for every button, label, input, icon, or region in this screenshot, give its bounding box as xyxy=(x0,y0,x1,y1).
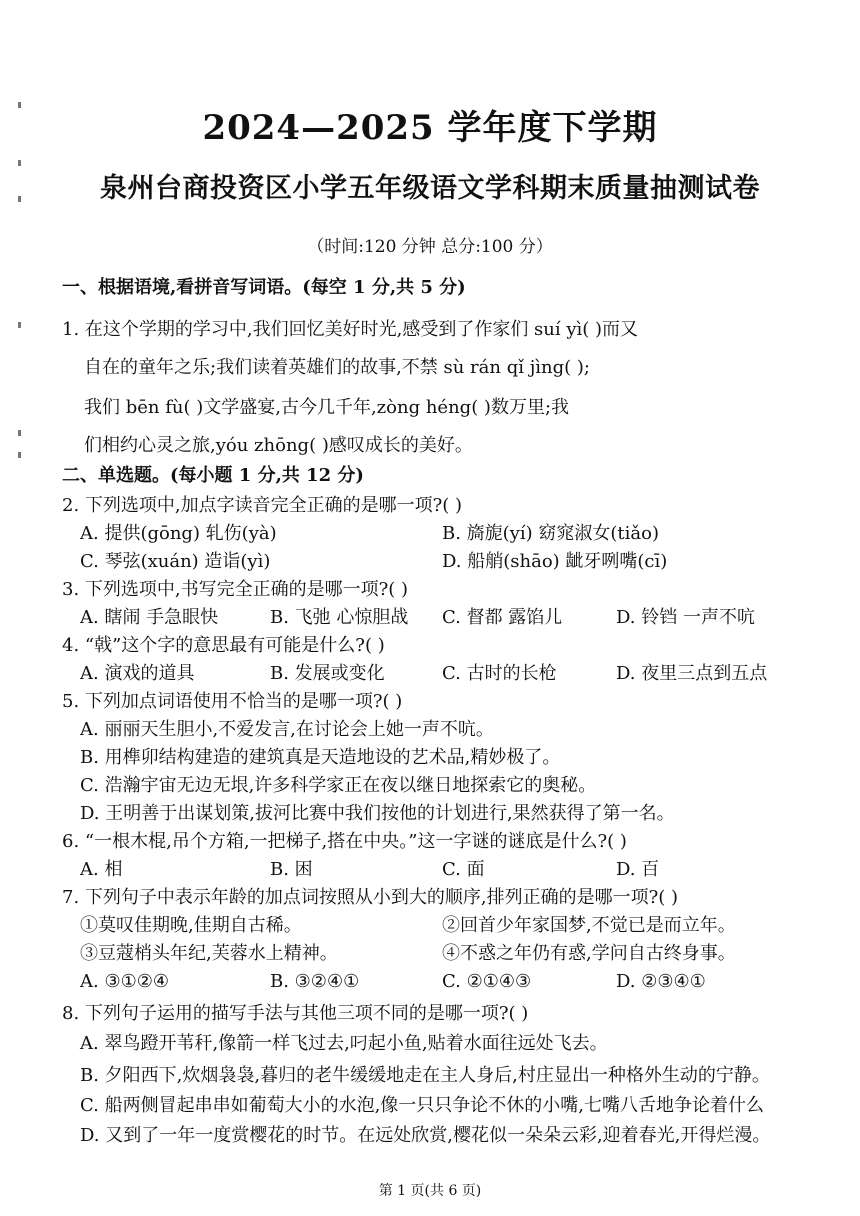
q7-stem: 7. 下列句子中表示年龄的加点词按照从小到大的顺序,排列正确的是哪一项?( ) xyxy=(62,887,679,908)
q6-option-c: C. 面 xyxy=(442,859,485,880)
q4-option-c: C. 古时的长枪 xyxy=(442,663,557,684)
q1-line-3: 我们 bēn fù( )文学盛宴,古今几千年,zòng héng( )数万里;我 xyxy=(84,397,570,418)
q5-option-a: A. 丽丽天生胆小,不爱发言,在讨论会上她一声不吭。 xyxy=(80,719,494,740)
q7-sentence-2: ②回首少年家国梦,不觉已是而立年。 xyxy=(442,915,736,936)
q7-option-c: C. ②①④③ xyxy=(442,971,532,992)
binding-mark xyxy=(18,452,21,458)
q6-stem: 6. “一根木棍,吊个方箱,一把梯子,搭在中央。”这一字谜的谜底是什么?( ) xyxy=(62,831,627,852)
q8-option-d: D. 又到了一年一度赏樱花的时节。在远处欣赏,樱花似一朵朵云彩,迎着春光,开得烂漫。 xyxy=(80,1125,771,1146)
q3-option-a: A. 瞎闹 手急眼快 xyxy=(80,607,219,628)
q4-option-a: A. 演戏的道具 xyxy=(80,663,195,684)
q7-sentence-3: ③豆蔻梢头年纪,芙蓉水上精神。 xyxy=(80,943,338,964)
q2-option-c: C. 琴弦(xuán) 造诣(yì) xyxy=(80,551,271,572)
exam-info: （时间:120 分钟 总分:100 分） xyxy=(307,237,553,257)
binding-mark xyxy=(18,322,21,328)
q3-option-c: C. 督都 露馅儿 xyxy=(442,607,563,628)
binding-mark xyxy=(18,430,21,436)
q3-option-b: B. 飞弛 心惊胆战 xyxy=(270,607,409,628)
q5-option-c: C. 浩瀚宇宙无边无垠,许多科学家正在夜以继日地探索它的奥秘。 xyxy=(80,775,597,796)
q2-option-d: D. 船艄(shāo) 龇牙咧嘴(cī) xyxy=(442,551,668,572)
q6-option-b: B. 困 xyxy=(270,859,313,880)
q6-option-a: A. 相 xyxy=(80,859,123,880)
q5-stem: 5. 下列加点词语使用不恰当的是哪一项?( ) xyxy=(62,691,403,712)
q4-option-d: D. 夜里三点到五点 xyxy=(616,663,768,684)
page-footer: 第 1 页(共 6 页) xyxy=(378,1183,482,1199)
q5-option-d: D. 王明善于出谋划策,拔河比赛中我们按他的计划进行,果然获得了第一名。 xyxy=(80,803,675,824)
q3-option-d: D. 铃铛 一声不吭 xyxy=(616,607,755,628)
q1-line-4: 们相约心灵之旅,yóu zhōng( )感叹成长的美好。 xyxy=(84,435,473,456)
q3-stem: 3. 下列选项中,书写完全正确的是哪一项?( ) xyxy=(62,579,409,600)
q8-option-c: C. 船两侧冒起串串如葡萄大小的水泡,像一只只争论不休的小嘴,七嘴八舌地争论着什么 xyxy=(80,1095,765,1116)
exam-subtitle: 泉州台商投资区小学五年级语文学科期末质量抽测试卷 xyxy=(100,173,760,204)
q2-stem: 2. 下列选项中,加点字读音完全正确的是哪一项?( ) xyxy=(62,495,463,516)
q7-sentence-1: ①莫叹佳期晚,佳期自古稀。 xyxy=(80,915,302,936)
q8-option-a: A. 翠鸟蹬开苇秆,像箭一样飞过去,叼起小鱼,贴着水面往远处飞去。 xyxy=(80,1033,608,1054)
q4-option-b: B. 发展或变化 xyxy=(270,663,385,684)
q7-option-d: D. ②③④① xyxy=(616,971,706,992)
q7-option-a: A. ③①②④ xyxy=(80,971,169,992)
q1-line-2: 自在的童年之乐;我们读着英雄们的故事,不禁 sù rán qǐ jìng( ); xyxy=(84,357,590,378)
section2-heading: 二、单选题。(每小题 1 分,共 12 分) xyxy=(62,465,364,486)
exam-title: 2024—2025 学年度下学期 xyxy=(202,108,658,148)
q7-option-b: B. ③②④① xyxy=(270,971,360,992)
q8-option-b: B. 夕阳西下,炊烟袅袅,暮归的老牛缓缓地走在主人身后,村庄显出一种格外生动的宁静。 xyxy=(80,1065,770,1086)
q8-stem: 8. 下列句子运用的描写手法与其他三项不同的是哪一项?( ) xyxy=(62,1003,529,1024)
section1-heading: 一、根据语境,看拼音写词语。(每空 1 分,共 5 分) xyxy=(62,277,466,298)
q7-sentence-4: ④不惑之年仍有惑,学问自古终身事。 xyxy=(442,943,736,964)
q5-option-b: B. 用榫卯结构建造的建筑真是天造地设的艺术品,精妙极了。 xyxy=(80,747,561,768)
q2-option-b: B. 旖旎(yí) 窈窕淑女(tiǎo) xyxy=(442,523,659,544)
q4-stem: 4. “戟”这个字的意思最有可能是什么?( ) xyxy=(62,635,385,656)
q6-option-d: D. 百 xyxy=(616,859,660,880)
q2-option-a: A. 提供(gōng) 轧伤(yà) xyxy=(80,523,277,544)
q1-line-1: 1. 在这个学期的学习中,我们回忆美好时光,感受到了作家们 suí yì( )而又 xyxy=(62,319,639,340)
